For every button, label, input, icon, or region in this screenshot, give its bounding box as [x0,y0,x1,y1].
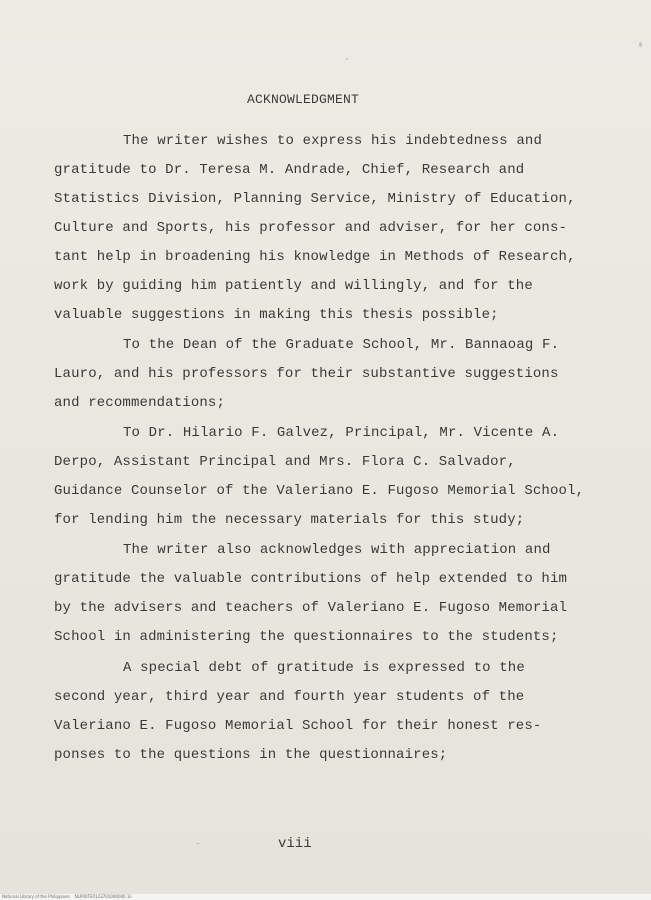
paper-speck [639,42,642,47]
text-line: To Dr. Hilario F. Galvez, Principal, Mr. Vicente A. [123,425,560,441]
document-title: ACKNOWLEDGMENT [247,92,360,107]
text-line: by the advisers and teachers of Valeriano E. Fugoso Memorial [54,600,568,616]
text-line: second year, third year and fourth year students of the [54,689,525,705]
paper-speck [196,843,200,844]
text-line: valuable suggestions in making this thesis possible; [54,307,499,323]
text-line: tant help in broadening his knowledge in Methods of Research, [54,249,576,265]
text-line: Culture and Sports, his professor and adviser, for her cons- [54,220,568,236]
text-line: School in administering the questionnaires to the students; [54,629,559,645]
text-line: Statistics Division, Planning Service, Ministry of Education, [54,191,576,207]
text-line: gratitude to Dr. Teresa M. Andrade, Chief, Research and [54,162,525,178]
text-line: work by guiding him patiently and willingly, and for the [54,278,533,294]
text-line: Valeriano E. Fugoso Memorial School for their honest res- [54,718,542,734]
page-number: viii [278,836,312,852]
paper-speck [346,58,348,60]
text-line: The writer wishes to express his indebtedness and [123,133,543,149]
text-line: ponses to the questions in the questionnaires; [54,747,448,763]
text-line: A special debt of gratitude is expressed to the [123,660,525,676]
text-line: and recommendations; [54,395,226,411]
text-line: The writer also acknowledges with appreciation and [123,542,551,558]
text-line: Guidance Counselor of the Valeriano E. Fugoso Memorial School, [54,483,585,499]
text-line: Lauro, and his professors for their substantive suggestions [54,366,559,382]
text-line: Derpo, Assistant Principal and Mrs. Flora C. Salvador, [54,454,516,470]
text-line: for lending him the necessary materials for this study; [54,512,525,528]
text-line: gratitude the valuable contributions of help extended to him [54,571,568,587]
text-line: To the Dean of the Graduate School, Mr. Bannaoag F. [123,337,560,353]
footer-text: National Library of the Philippines NLP00TE0123701000000 1ii [2,894,132,899]
